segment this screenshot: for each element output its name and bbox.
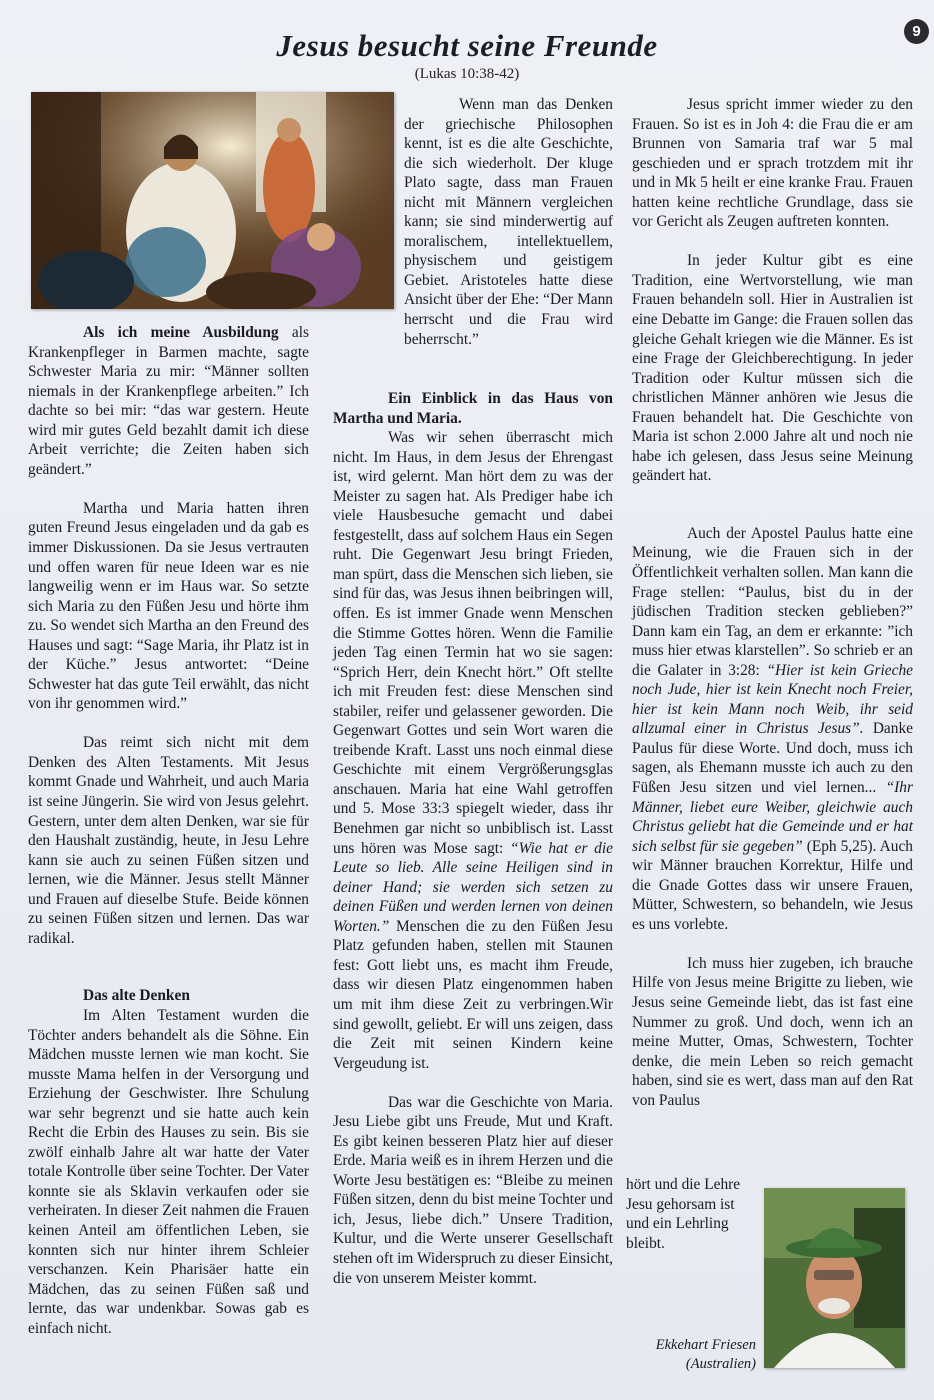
article-title: Jesus besucht seine Freunde <box>276 28 658 63</box>
paulus-text: Auch der Apostel Paulus hatte eine Meinung, wie die Frauen sich in der Öffentlichkeit verhalten sollen. Man kann die Frage stellen: “Paulus, bist du in der jüdischen Tradition stecken geblieben?” Dann kam ein Tag, an dem er erkannte: ”ich muss hier etwas klarstellen”. So schrieb er an die Galater in 3:28: <box>632 524 913 679</box>
paragraph-house-insight <box>333 428 613 1073</box>
section-heading-house-insight: Ein Einblick in das Haus von Martha und Maria. <box>333 390 613 427</box>
paragraph-intro <box>28 323 309 479</box>
paulus-text-end: (Eph 5,25). Auch wir Männer brauchen Korrektur, Hilfe und die Gnade Gottes dass wir unsere Frauen, Mütter, Schwestern, so behandeln, wie Jesus es uns vorlebte. <box>632 837 913 933</box>
author-location: (Australien) <box>685 1356 756 1372</box>
paragraph-old-testament: Das reimt sich nicht mit dem Denken des Alten Testaments. Mit Jesus kommt Gnade und Wahrheit, und auch Maria ist seine Jüngerin. Sie wird von Jesus gelehrt. Gestern, unter dem alten Denken, war sie für den Haushalt zuständig, heute, in Jesu Lehre kann sie auch zu seinen Füßen sitzen und lernen, wie die Männer. Jesus stellt Männer und Frauen auf dieselbe Stufe. Beide können zu seinen Füßen sitzen und lernen. Das war radikal. <box>28 734 309 947</box>
house-insight-text-cont: Menschen die zu den Füßen Jesu Platz gefunden haben, stellen mit Staunen fest: Gott liebt uns, es macht ihm Freude, dass wir diesen Platz eingenommen haben um mit ihm diese Zeit zu verbringen.Wir sind gewollt, geliebt. Er will uns zeigen, dass die Zeit mit seinen Kindern keine Vergeudung ist. <box>333 917 613 1072</box>
paragraph-paulus <box>632 524 913 934</box>
paragraph-confession: Ich muss hier zugeben, ich brauche Hilfe von Jesus meine Brigitte zu lieben, wie Jesus seine Gemeinde liebt, das ist fast eine Nummer zu groß. Und doch, wenn ich an meine Mutter, Omas, Schwestern, Tochter denke, die mein Leben so reich gemacht haben, sind sie es wert, dass man auf den Rat von Paulus <box>632 954 913 1109</box>
section-heading-old-thinking: Das alte Denken <box>83 987 190 1005</box>
author-caption <box>620 1336 756 1374</box>
illustration-art <box>31 92 394 309</box>
page-number-badge: 9 <box>904 19 929 44</box>
column-1 <box>28 323 309 1338</box>
ephesians-quote: “Ihr Männer, liebet eure Weiber, gleichwie auch Christus geliebt hat die Gemeinde und er hat sich selbst für sie gegeben” <box>632 779 913 855</box>
author-portrait-photo <box>764 1188 905 1368</box>
column-2 <box>333 389 613 1288</box>
paragraph-confession-end: hört und die Lehre Jesu gehorsam ist und ein Lehrling bleibt. <box>626 1176 741 1252</box>
paragraph-culture: In jeder Kultur gibt es eine Tradition, eine Wertvorstellung, wie man Frauen behandeln soll. Hier in Australien ist eine Debatte im Gange: die Frauen sollen das gleiche Gehalt kriegen wie die Männer. Es ist eine Frage der Gleichberechtigung. In jeder Tradition oder Kultur müssen sich die christlichen Männer anhören wie Jesus die Frauen behandelt hat. Die Geschichte von Maria ist schon 2.000 Jahre alt und noch nie habe ich gelesen, dass Jesus seine Meinung geändert hat. <box>632 252 913 485</box>
author-portrait-art <box>764 1188 905 1368</box>
author-name: Ekkehart Friesen <box>655 1337 756 1353</box>
article-subtitle: (Lukas 10:38-42) <box>414 66 520 82</box>
paragraph-martha-maria: Martha und Maria hatten ihren guten Freund Jesus eingeladen und da gab es immer Diskussionen. Da sie Jesus vertrauten und offen waren für neue Ideen war es nie langweilig wenn er im Haus war. So setzte sich Maria zu den Füßen Jesu und hörte ihm zu. So wendet sich Martha an den Freund des Hauses und sagt: “Sage Maria, ihr Platz ist in der Küche.” Jesus antwortet: “Deine Schwester hat das gute Teil erwählt, das nicht von ihr genommen wird.” <box>28 499 309 713</box>
column-3-end <box>626 1175 758 1253</box>
galater-quote: “Hier ist kein Grieche noch Jude, hier ist kein Knecht noch Freier, hier ist kein Mann noch Weib, ihr seid allzumal einer in Christus Jesus”. <box>632 661 913 738</box>
paragraph-greek-philosophers: Wenn man das Denken der griechische Philosophen kennt, ist es die alte Geschichte, die sich wiederholt. Der kluge Plato sagte, dass man Frauen nicht mit Männern vergleichen kann; sie sind minderwertig auf moralischem, intellektuellem, physischem und geistigem Gebiet. Aristoteles hatte diese Ansicht über der Ehe: “Der Mann herrscht und die Frau wird beherrscht.” <box>404 96 613 348</box>
paragraph-maria-story: Das war die Geschichte von Maria. Jesu Liebe gibt uns Freude, Mut und Kraft. Es gibt keinen besseren Platz hier auf dieser Erde. Maria weiß es in ihrem Herzen und die Worte Jesu bestätigen es: “Bleibe zu meinen Füßen sitzen, denn du bist meine Tochter und ich, Jesus, liebe dich.” Unsere Tradition, Kultur, und die Werte unserer Gesellschaft stehen oft im Widerspruch zu dieser Einsicht, die von unserem Meister kommt. <box>333 1093 613 1287</box>
paragraph-old-thinking: Im Alten Testament wurden die Töchter anders behandelt als die Söhne. Ein Mädchen musste lernen wie man kocht. Sie musste Mama helfen in der Versorgung und Erziehung der Geschwister. Ihre Schulung war sehr begrenzt und sie hatte auch kein Recht die Erbin des Hauses zu sein. Bis sie zwölf einhalb Jahre alt war hatte der Vater totale Kontrolle über seine Tochter. Der Vater konnte sie als Sklavin verkaufen oder sie verheiraten. In dieser Zeit nahmen die Frauen keinen Anteil am öffentlichen Leben, sie konnten sich nur hinter ihrem Schleier verschanzen. Kein Pharisäer hatte ein Mädchen, das zu seinen Füßen saß und lernte, das war undenkbar. Sowas gab es einfach nicht. <box>28 1006 309 1337</box>
moses-quote: “Wie hat er die Leute so lieb. Alle seine Heiligen sind in deiner Hand; sie werden sich setzen zu deinen Füßen und werden lernen von deinen Worten.” <box>333 839 613 935</box>
column-2-top <box>404 95 613 349</box>
house-insight-text: Was wir sehen überrascht mich nicht. Im Haus, in dem Jesus der Ehrengast ist, wird gelernt. Man hört dem zu was der Meister zu sagen hat. Als Prediger habe ich viele Hausbesuche gemacht und dabei festgestellt, dass auf solchem Haus ein Segen ruht. Die Gegenwart Jesu bringt Frieden, man spürt, dass die Menschen sich lieben, sie sind für das, was Jesus ihnen beibringen will, offen. Es ist immer Gnade wenn Menschen die Stimme Gottes hören. Wenn die Familie jeden Tag einen Termin hat wo sie sagen: “Sprich Herr, dein Knecht hört.” Oft stellte ich mit Freuden fest: diese Menschen sind stabiler, reifer und gelassener geworden. Die Gegenwart Gottes und sein Wort waren die treibende Kraft. Lasst uns noch einmal diese Geschichte mit einem Vergrößerungsglas anschauen. Maria hat eine Wahl getroffen und 5. Mose 33:3 spiegelt wieder, dass ihr Benehmen gar nicht so unbiblisch ist. Lasst uns hören was Mose sagt: <box>333 429 613 857</box>
intro-text: als Krankenpfleger in Barmen machte, sagte Schwester Maria zu mir: “Männer sollten niemals in der Krankenpflege arbeiten.” Ich dachte so bei mir: “das war gestern. Heute wird mir gutes Geld bezahlt damit ich diese Arbeit verrichte; die Zeiten haben sich geändert.” <box>28 324 309 478</box>
column-3 <box>632 95 913 1110</box>
intro-lead: Als ich meine Ausbildung <box>83 324 279 341</box>
paragraph-jesus-women: Jesus spricht immer wieder zu den Frauen. So ist es in Joh 4: die Frau die er am Brunnen von Samaria traf war 5 mal geschieden und er sprach trotzdem mit ihr und in Mk 5 heilt er eine kranke Frau. Frauen hatten keine rechtliche Grundlage, dass sie vor Gericht als Zeugen auftreten konnten. <box>632 96 913 231</box>
paulus-text-cont: Danke Paulus für diese Worte. Und doch, muss ich sagen, als Ehemann musste ich auch zu den Füßen Jesu sitzen und viel lernen... <box>632 720 913 796</box>
jesus-with-friends-illustration <box>31 92 394 309</box>
